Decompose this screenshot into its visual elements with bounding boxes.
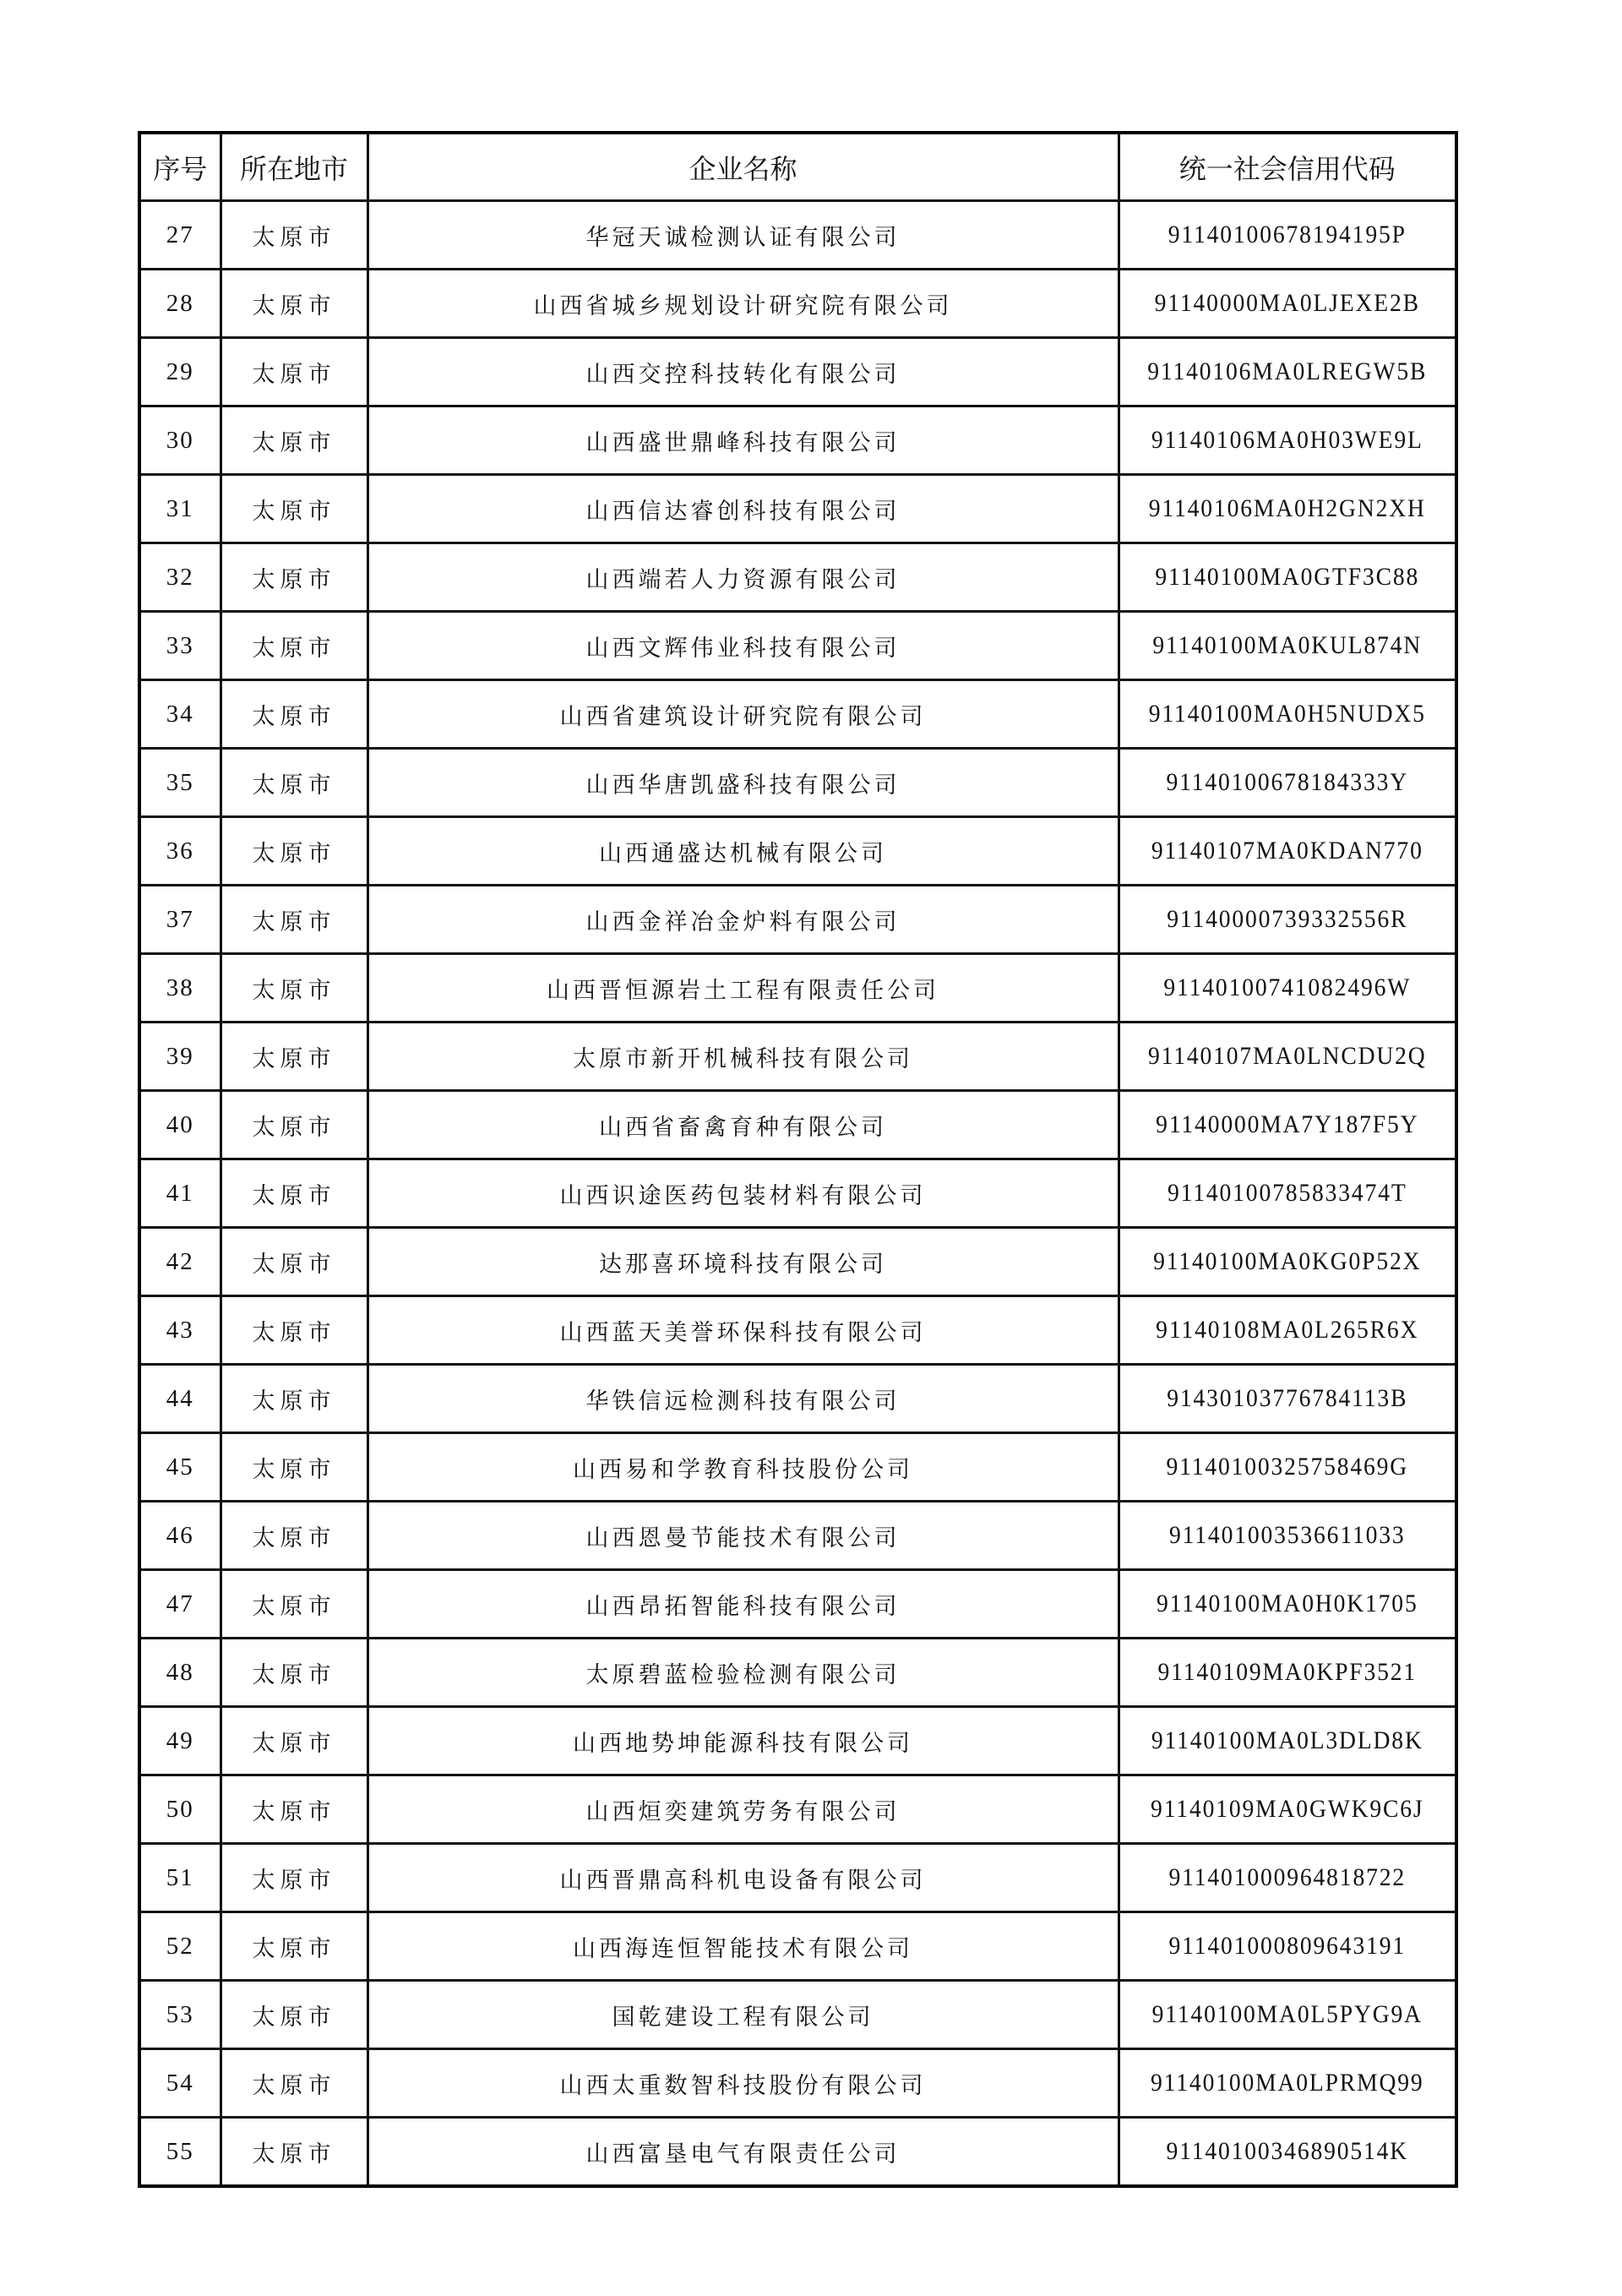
row-index: 45 (139, 1433, 220, 1502)
row-credit-code: 91140100325758469G (1132, 1433, 1443, 1502)
row-credit-code: 91140100MA0L5PYG9A (1132, 1981, 1443, 2049)
row-city: 太原市 (220, 954, 367, 1023)
row-credit-code: 91140109MA0GWK9C6J (1132, 1775, 1443, 1844)
row-city: 太原市 (220, 1023, 367, 1091)
row-company-name: 山西省畜禽育种有限公司 (367, 1091, 1119, 1159)
row-index: 53 (139, 1981, 220, 2049)
row-city: 太原市 (220, 1570, 367, 1639)
row-city: 太原市 (220, 1981, 367, 2049)
row-credit-code: 91140100MA0H5NUDX5 (1132, 680, 1443, 749)
row-company-name: 山西文辉伟业科技有限公司 (367, 612, 1119, 680)
row-index: 34 (139, 680, 220, 749)
table-row (139, 1844, 1456, 1912)
row-company-name: 山西恩曼节能技术有限公司 (367, 1502, 1119, 1570)
row-credit-code: 911401000964818722 (1132, 1844, 1443, 1912)
row-city: 太原市 (220, 1159, 367, 1228)
row-credit-code: 91140106MA0LREGW5B (1132, 338, 1443, 406)
table-row (139, 1570, 1456, 1639)
row-credit-code: 91140100MA0H0K1705 (1132, 1570, 1443, 1639)
row-credit-code: 91140000MA0LJEXE2B (1132, 270, 1443, 338)
row-index: 42 (139, 1228, 220, 1296)
row-credit-code: 91140100785833474T (1132, 1159, 1443, 1228)
row-index: 38 (139, 954, 220, 1023)
row-credit-code: 91140000MA7Y187F5Y (1132, 1091, 1443, 1159)
table-row (139, 201, 1456, 270)
row-credit-code: 91430103776784113B (1132, 1365, 1443, 1433)
row-city: 太原市 (220, 817, 367, 886)
table-row (139, 543, 1456, 612)
row-index: 51 (139, 1844, 220, 1912)
row-city: 太原市 (220, 1433, 367, 1502)
row-company-name: 达那喜环境科技有限公司 (367, 1228, 1119, 1296)
row-company-name: 太原碧蓝检验检测有限公司 (367, 1639, 1119, 1707)
row-company-name: 山西华唐凯盛科技有限公司 (367, 749, 1119, 817)
row-index: 50 (139, 1775, 220, 1844)
table-row (139, 817, 1456, 886)
row-city: 太原市 (220, 1502, 367, 1570)
row-company-name: 山西地势坤能源科技有限公司 (367, 1707, 1119, 1775)
row-city: 太原市 (220, 475, 367, 543)
row-index: 40 (139, 1091, 220, 1159)
row-index: 31 (139, 475, 220, 543)
table-row (139, 1775, 1456, 1844)
row-index: 28 (139, 270, 220, 338)
row-city: 太原市 (220, 2118, 367, 2187)
row-index: 41 (139, 1159, 220, 1228)
row-city: 太原市 (220, 543, 367, 612)
row-city: 太原市 (220, 201, 367, 270)
row-company-name: 山西盛世鼎峰科技有限公司 (367, 406, 1119, 475)
row-index: 37 (139, 886, 220, 954)
row-company-name: 山西海连恒智能技术有限公司 (367, 1912, 1119, 1981)
row-company-name: 山西太重数智科技股份有限公司 (367, 2049, 1119, 2118)
row-index: 46 (139, 1502, 220, 1570)
table-row (139, 1365, 1456, 1433)
table-row (139, 2049, 1456, 2118)
row-credit-code: 91140100MA0GTF3C88 (1132, 543, 1443, 612)
table-row (139, 1159, 1456, 1228)
row-company-name: 山西信达睿创科技有限公司 (367, 475, 1119, 543)
row-company-name: 山西省建筑设计研究院有限公司 (367, 680, 1119, 749)
row-index: 48 (139, 1639, 220, 1707)
row-city: 太原市 (220, 406, 367, 475)
row-index: 36 (139, 817, 220, 886)
row-index: 52 (139, 1912, 220, 1981)
row-company-name: 山西省城乡规划设计研究院有限公司 (367, 270, 1119, 338)
table-row (139, 1433, 1456, 1502)
row-index: 55 (139, 2118, 220, 2187)
row-city: 太原市 (220, 886, 367, 954)
row-company-name: 山西昂拓智能科技有限公司 (367, 1570, 1119, 1639)
row-company-name: 山西晋鼎高科机电设备有限公司 (367, 1844, 1119, 1912)
row-credit-code: 91140100MA0LPRMQ99 (1132, 2049, 1443, 2118)
table-row (139, 1296, 1456, 1365)
table-body (139, 201, 1456, 2187)
row-credit-code: 91140109MA0KPF3521 (1132, 1639, 1443, 1707)
row-company-name: 山西烜奕建筑劳务有限公司 (367, 1775, 1119, 1844)
row-credit-code: 911401003536611033 (1132, 1502, 1443, 1570)
row-company-name: 山西富垦电气有限责任公司 (367, 2118, 1119, 2187)
enterprise-list-table (138, 131, 1458, 2188)
row-index: 32 (139, 543, 220, 612)
header-name: 企业名称 (367, 133, 1119, 201)
row-credit-code: 91140100MA0KG0P52X (1132, 1228, 1443, 1296)
row-credit-code: 91140106MA0H03WE9L (1132, 406, 1443, 475)
table-row (139, 1023, 1456, 1091)
row-city: 太原市 (220, 1091, 367, 1159)
row-credit-code: 911401000809643191 (1132, 1912, 1443, 1981)
row-city: 太原市 (220, 1365, 367, 1433)
table-row (139, 406, 1456, 475)
table-row (139, 475, 1456, 543)
row-index: 49 (139, 1707, 220, 1775)
table-row (139, 1912, 1456, 1981)
row-city: 太原市 (220, 1296, 367, 1365)
table-row (139, 749, 1456, 817)
row-city: 太原市 (220, 680, 367, 749)
table-row (139, 1091, 1456, 1159)
row-city: 太原市 (220, 1912, 367, 1981)
row-credit-code: 91140107MA0LNCDU2Q (1132, 1023, 1443, 1091)
row-credit-code: 91140100MA0L3DLD8K (1132, 1707, 1443, 1775)
row-city: 太原市 (220, 612, 367, 680)
table-row (139, 270, 1456, 338)
row-city: 太原市 (220, 2049, 367, 2118)
header-city: 所在地市 (220, 133, 367, 201)
row-credit-code: 91140100741082496W (1132, 954, 1443, 1023)
row-credit-code: 91140100MA0KUL874N (1132, 612, 1443, 680)
row-company-name: 山西识途医药包装材料有限公司 (367, 1159, 1119, 1228)
row-credit-code: 91140100346890514K (1132, 2118, 1443, 2187)
table-row (139, 1707, 1456, 1775)
table-row (139, 1502, 1456, 1570)
table-row (139, 680, 1456, 749)
row-index: 44 (139, 1365, 220, 1433)
row-index: 27 (139, 201, 220, 270)
table-row (139, 2118, 1456, 2187)
row-company-name: 山西交控科技转化有限公司 (367, 338, 1119, 406)
row-credit-code: 91140000739332556R (1132, 886, 1443, 954)
table-row (139, 612, 1456, 680)
row-index: 35 (139, 749, 220, 817)
row-credit-code: 91140100678194195P (1132, 201, 1443, 270)
row-index: 29 (139, 338, 220, 406)
row-company-name: 山西易和学教育科技股份公司 (367, 1433, 1119, 1502)
row-company-name: 山西晋恒源岩土工程有限责任公司 (367, 954, 1119, 1023)
row-company-name: 国乾建设工程有限公司 (367, 1981, 1119, 2049)
row-company-name: 山西通盛达机械有限公司 (367, 817, 1119, 886)
row-credit-code: 91140106MA0H2GN2XH (1132, 475, 1443, 543)
row-company-name: 山西蓝天美誉环保科技有限公司 (367, 1296, 1119, 1365)
table-row (139, 1639, 1456, 1707)
table-row (139, 338, 1456, 406)
table-row (139, 886, 1456, 954)
row-city: 太原市 (220, 1228, 367, 1296)
row-company-name: 山西金祥冶金炉料有限公司 (367, 886, 1119, 954)
row-city: 太原市 (220, 1775, 367, 1844)
header-code: 统一社会信用代码 (1119, 133, 1456, 201)
row-city: 太原市 (220, 1639, 367, 1707)
row-city: 太原市 (220, 1844, 367, 1912)
row-index: 39 (139, 1023, 220, 1091)
row-city: 太原市 (220, 338, 367, 406)
row-index: 54 (139, 2049, 220, 2118)
row-city: 太原市 (220, 270, 367, 338)
row-city: 太原市 (220, 749, 367, 817)
row-credit-code: 91140100678184333Y (1132, 749, 1443, 817)
row-company-name: 华铁信远检测科技有限公司 (367, 1365, 1119, 1433)
row-company-name: 华冠天诚检测认证有限公司 (367, 201, 1119, 270)
row-city: 太原市 (220, 1707, 367, 1775)
table-row (139, 1228, 1456, 1296)
table-row (139, 954, 1456, 1023)
table-row (139, 1981, 1456, 2049)
table-header-row (139, 133, 1456, 201)
row-index: 43 (139, 1296, 220, 1365)
row-company-name: 山西端若人力资源有限公司 (367, 543, 1119, 612)
row-index: 33 (139, 612, 220, 680)
row-credit-code: 91140107MA0KDAN770 (1132, 817, 1443, 886)
row-credit-code: 91140108MA0L265R6X (1132, 1296, 1443, 1365)
row-company-name: 太原市新开机械科技有限公司 (367, 1023, 1119, 1091)
header-index: 序号 (139, 133, 220, 201)
row-index: 30 (139, 406, 220, 475)
row-index: 47 (139, 1570, 220, 1639)
